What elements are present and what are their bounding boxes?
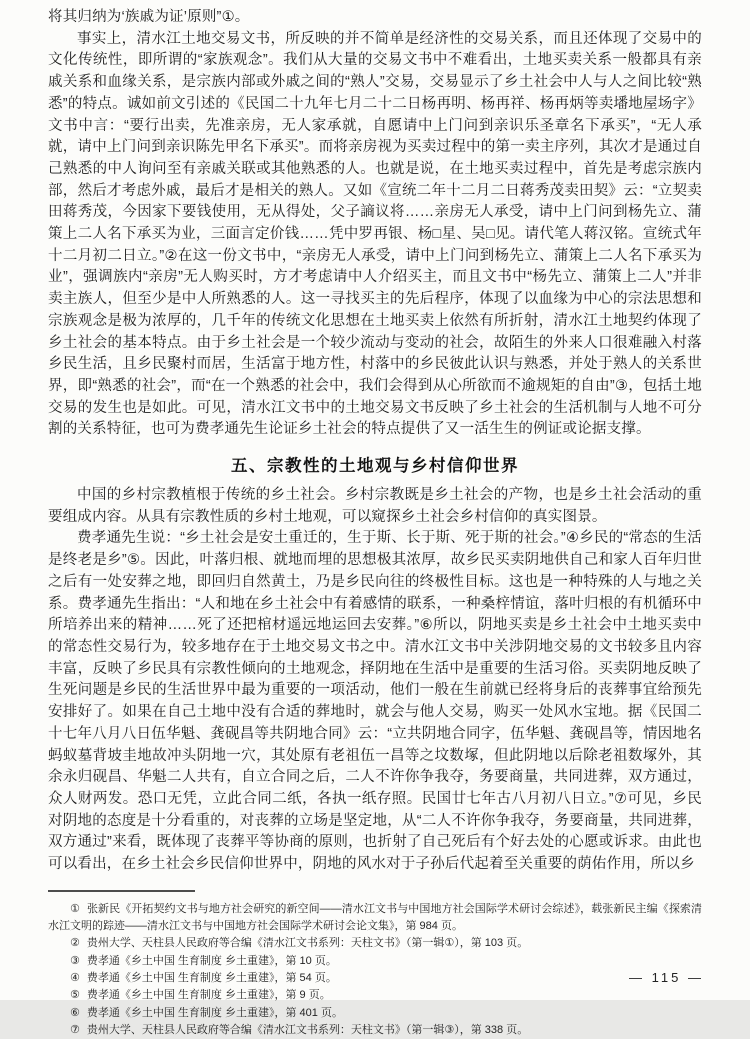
footnote: [48, 970, 702, 987]
footnote-text: 费孝通《乡土中国 生育制度 乡土重建》，第 401 页。: [86, 1006, 343, 1019]
footnote-marker: ⑦: [70, 1023, 80, 1036]
footnote: [48, 953, 702, 970]
paragraph: 中国的乡村宗教植根于传统的乡土社会。乡村宗教既是乡土社会的产物，也是乡土社会活动的重要组成内容。从具有宗教性质的乡村土地观，可以窥探乡土社会乡村信仰的真实图景。: [48, 487, 702, 525]
footnote: [48, 901, 702, 936]
paragraph: 费孝通先生说：“乡土社会是安土重迁的，生于斯、长于斯、死于斯的社会。”④乡民的“常态的生活是终老是乡”⑤。因此，叶落归根、就地而埋的思想极其浓厚，故乡民买卖阴地供自己和家人百年归世之后有一处安葬之地，即回归自然黄土，乃是乡民向往的终极性目标。这也是一种特殊的人与地之关系。费孝通先生指出：“人和地在乡土社会中有着感情的联系，一种桑梓情谊，落叶归根的有机循环中所培养出来的精神……死了还把棺材遥远地运回去安葬。”⑥所以，阴地买卖是乡土社会中土地买卖中的常态性交易行为，较多地存在于土地交易文书之中。清水江文书中关涉阴地交易的文书较多且内容丰富，反映了乡民具有宗教性倾向的土地观念，择阴地在生活中是重要的生活习俗。买卖阴地反映了生死问题是乡民的生活世界中最为重要的一项活动，他们一般在生前就已经将身后的丧葬事宜给预先安排好了。如果在自己土地中没有合适的葬地时，就会与他人交易，购买一处风水宝地。据《民国二十七年八月八日伍华魁、龚砚昌等共阴地合同》云：“立共阴地合同字，伍华魁、龚砚昌等，情因地名蚂蚁墓背坡圭地故冲头阴地一穴，其处原有老祖伍一昌等之坟数塚，但此阴地以后除老祖数塚外，其余永归砚昌、华魁二人共有，自立合同之后，二人不许你争我夺，务要商量，共同进葬，双方通过，众人财两发。恐口无凭，立此合同二纸，各执一纸存照。民国廿七年古八月初八日立。”⑦可见，乡民对阴地的态度是十分看重的，对丧葬的立场是坚定地，从“二人不许你争我夺，务要商量，共同进葬，双方通过”来看，既体现了丧葬平等协商的原则，也折射了自己死后有个好去处的心愿或诉求。由此也可以看出，在乡土社会乡民信仰世界中，阴地的风水对于子孙后代起着至关重要的荫佑作用，所以乡: [48, 530, 702, 873]
footnote-marker: ⑥: [70, 1006, 80, 1019]
footnote-text: 费孝通《乡土中国 生育制度 乡土重建》，第 54 页。: [86, 971, 337, 984]
section-heading: 五、宗教性的土地观与乡村信仰世界: [231, 457, 519, 476]
footnote: [48, 987, 702, 1004]
footnotes: [48, 901, 702, 1039]
footnote-text: 贵州大学、天柱县人民政府等合编《清水江文书系列：天柱文书》（第一辑①），第 103 页。: [86, 937, 529, 950]
page-number: — 115 —: [629, 970, 704, 985]
paragraph: 事实上，清水江土地交易文书，所反映的并不简单是经济性的交易关系，而且还体现了交易中的文化传统性，即所谓的“家族观念”。我们从大量的交易文书中不难看出，土地买卖关系一般都具有亲戚关系和血缘关系，是宗族内部或外戚之间的“熟人”交易，交易显示了乡土社会中人与人之间比较“熟悉”的特点。诚如前文引述的《民国二十九年七月二十二日杨再明、杨再祥、杨再炳等卖墦地屋场字》文书中言：“要行出卖，先准亲房，无人家承就，自愿请中上门问到亲识乐圣章名下承买”，“无人承就，请中上门问到亲识陈先甲名下承买”。而将亲房视为买卖过程中的第一卖主序列，其次才是通过自己熟悉的中人询问至有亲戚关联或其他熟悉的人。也就是说，在土地买卖过程中，首先是考虑宗族内部，然后才考虑外戚，最后才是相关的熟人。又如《宣统二年十二月二日蒋秀茂卖田契》云：“立契卖田蒋秀茂，今因家下要钱使用，无从得处，父子謪议将……亲房无人承受，请中上门问到杨先立、蒲策上二人名下承买为业，三面言定价钱……凭中罗再银、杨□星、吴□见。请代笔人蒋汉铭。宣统式年十二月初二日立。”②在这一份文书中，“亲房无人承受，请中上门问到杨先立、蒲策上二人名下承买为业”，强调族内“亲房”无人购买时，方才考虑请中人介绍买主，而且文书中“杨先立、蒲策上二人”并非卖主族人，但至少是中人所熟悉的人。这一寻找买主的先后程序，体现了以血缘为中心的宗法思想和宗族观念是极为浓厚的，几千年的传统文化思想在土地买卖上依然有所折射，清水江土地契约体现了乡土社会的基本特点。由于乡土社会是一个较少流动与变动的社会，故陌生的外来人口很难融入村落乡民生活，且乡民聚村而居，生活富于地方性，村落中的乡民彼此认识与熟悉，并处于熟人的关系世界，即“熟悉的社会”，而“在一个熟悉的社会中，我们会得到从心所欲而不逾规矩的自由”③，包括土地交易的发生也是如此。可见，清水江文书中的土地交易文书反映了乡土社会的生活机制与人地不可分割的关系特征，也可为费孝通先生论证乡土社会的特点提供了又一活生生的例证或论据支撑。: [48, 30, 702, 438]
footnote-text: 贵州大学、天柱县人民政府等合编《清水江文书系列：天柱文书》（第一辑③），第 338 页。: [86, 1023, 529, 1036]
footnote-text: 费孝通《乡土中国 生育制度 乡土重建》，第 9 页。: [86, 989, 331, 1002]
footnote-marker: ②: [70, 937, 80, 950]
footnote-marker: ①: [70, 902, 80, 915]
footnote: [48, 935, 702, 952]
footnote-text: 张新民《开拓契约文书与地方社会研究的新空间——清水江文书与中国地方社会国际学术研讨会综述》，载张新民主编《探索清水江文明的踪迹——清水江文书与中国地方社会国际学术研讨会论文集》，第 984 页。: [48, 902, 702, 933]
footnote: [48, 1022, 702, 1039]
footnote-marker: ④: [70, 971, 80, 984]
paragraph-continuation: 将其归纳为‘族戚为证’原则”①。: [48, 9, 250, 25]
footnote-marker: ③: [70, 954, 80, 967]
footnote-marker: ⑤: [70, 989, 80, 1002]
footnote: [48, 1005, 702, 1022]
body-text: [48, 7, 702, 876]
footnote-text: 费孝通《乡土中国 生育制度 乡土重建》，第 10 页。: [86, 954, 337, 967]
footnote-divider: [48, 890, 195, 892]
